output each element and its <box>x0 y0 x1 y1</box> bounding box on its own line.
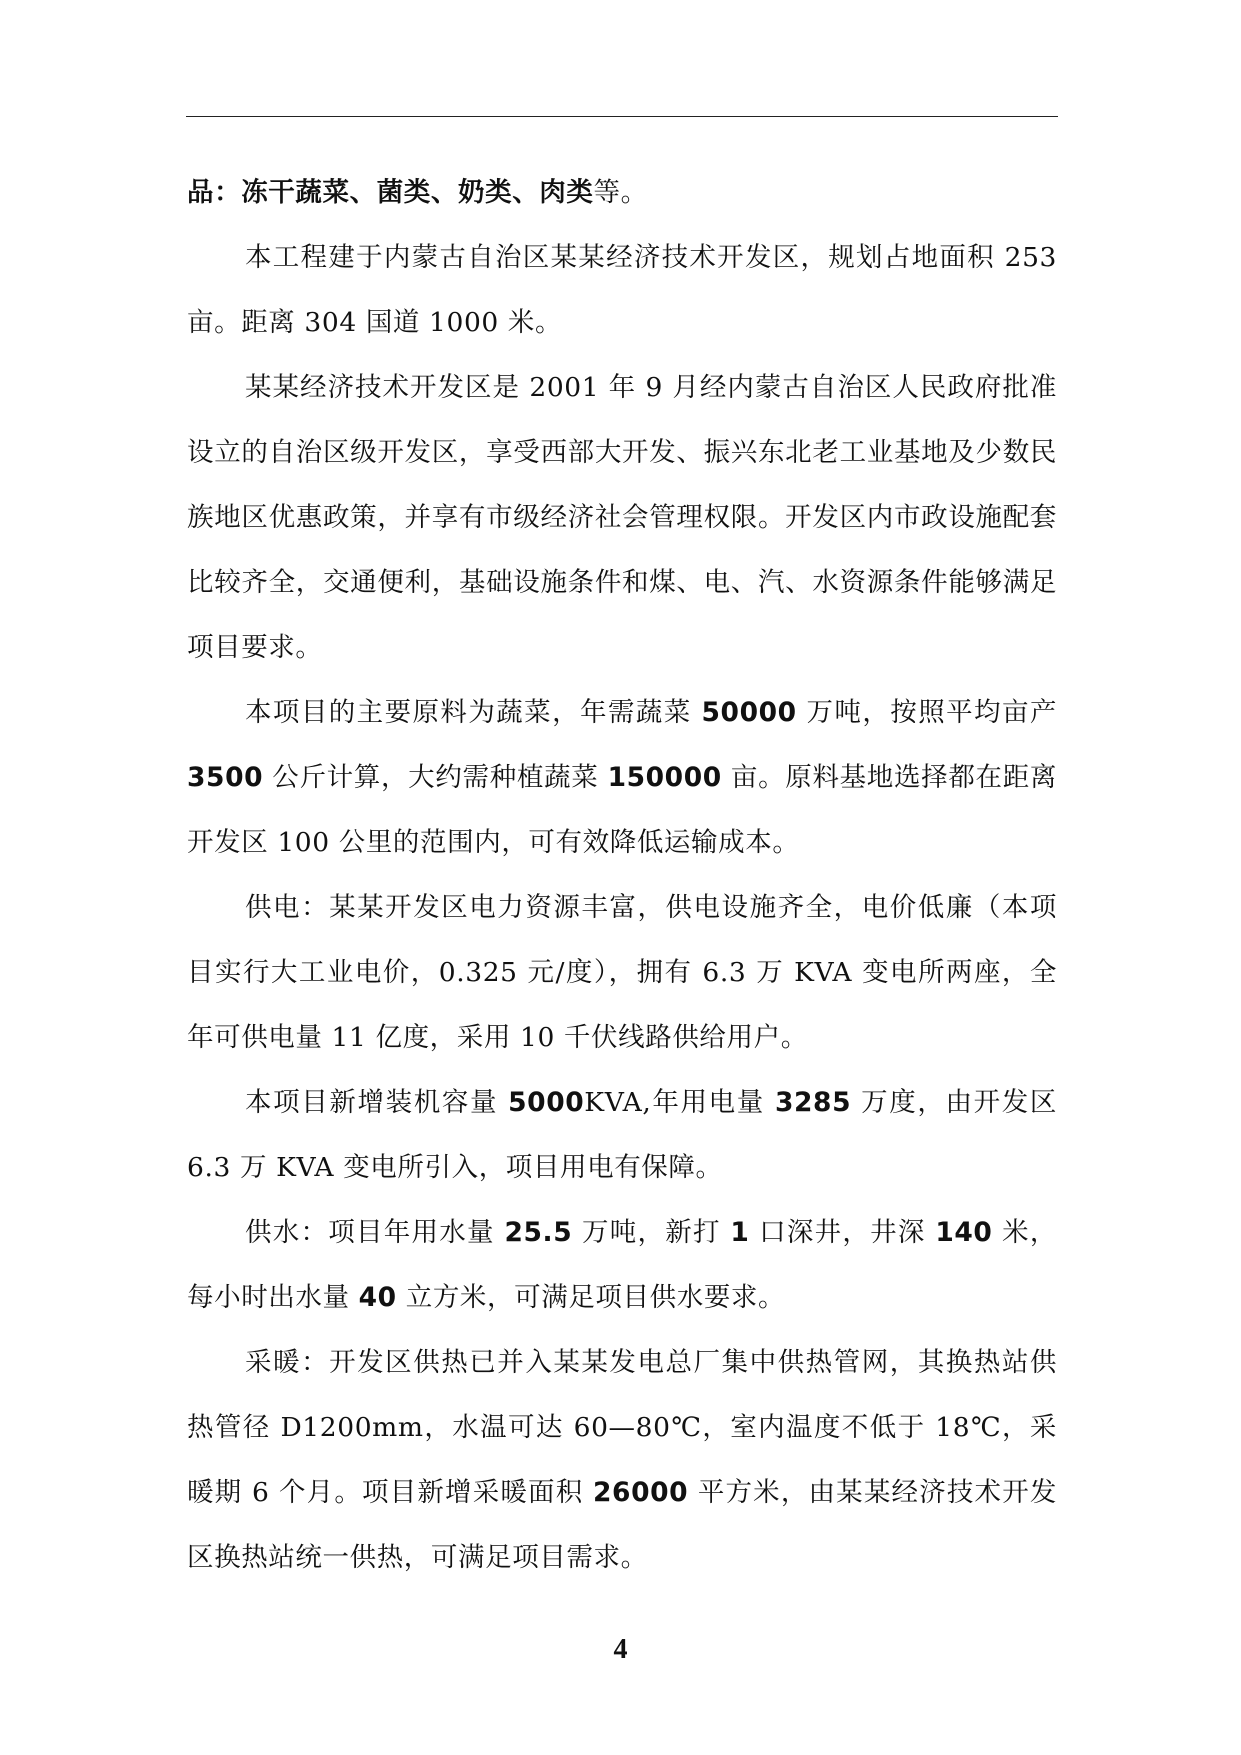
text-segment: 本工程建于内蒙古自治区某某经济技术开发区，规划占地面积 253 亩。距离 304 国道 1000 米。 <box>187 242 1057 338</box>
text-segment: 3285 <box>774 1087 852 1118</box>
document-body <box>187 160 1057 1590</box>
paragraph-power-supply <box>187 875 1057 1070</box>
text-segment: 平方米，由某某经济技术开发区换热站统一供热，可满足项目需求。 <box>187 1477 1057 1573</box>
text-segment: 等。 <box>593 177 648 208</box>
text-segment: 本项目新增装机容量 <box>245 1087 509 1118</box>
paragraph-development-zone <box>187 355 1057 680</box>
text-segment: 某某经济技术开发区是 2001 年 9 月经内蒙古自治区人民政府批准设立的自治区级开发区，享受西部大开发、振兴东北老工业基地及少数民族地区优惠政策，并享有市级经济社会管理权限。开发区内市政设施配套比较齐全，交通便利，基础设施条件和煤、电、汽、水资源条件能够满足项目要求。 <box>187 372 1057 663</box>
text-segment: 亩。原料基地选择都在距离开发区 100 公里的范围内，可有效降低运输成本。 <box>187 762 1058 858</box>
text-segment: 立方米，可满足项目供水要求。 <box>396 1282 786 1313</box>
text-segment: 公斤计算，大约需种植蔬菜 <box>263 762 608 793</box>
text-segment: 50000 <box>701 697 797 728</box>
text-segment: KVA,年用电量 <box>584 1087 775 1118</box>
header-rule <box>186 116 1058 117</box>
text-segment: 26000 <box>593 1477 689 1508</box>
text-segment: 品：冻干蔬菜、菌类、奶类、肉类 <box>187 177 594 208</box>
text-segment: 口深井，井深 <box>749 1217 936 1248</box>
text-segment: 采暖：开发区供热已并入某某发电总厂集中供热管网，其换热站供热管径 D1200mm，水温可达 60—80℃，室内温度不低于 18℃，采暖期 6 个月。项目新增采暖面积 <box>187 1347 1057 1508</box>
text-segment: 供水：项目年用水量 <box>245 1217 505 1248</box>
paragraph-installed-capacity <box>187 1070 1057 1200</box>
paragraph-project-location <box>187 225 1057 355</box>
text-segment: 万度，由开发区 6.3 万 KVA 变电所引入，项目用电有保障。 <box>187 1087 1057 1183</box>
text-segment: 140 <box>935 1217 993 1248</box>
paragraph-water-supply <box>187 1200 1057 1330</box>
text-segment: 米，每小时出水量 <box>187 1217 1057 1313</box>
text-segment: 25.5 <box>504 1217 573 1248</box>
text-segment: 40 <box>358 1282 397 1313</box>
text-segment: 万吨，按照平均亩产 <box>796 697 1057 728</box>
text-segment: 1 <box>730 1217 750 1248</box>
text-segment: 3500 <box>187 762 264 793</box>
text-segment: 5000 <box>508 1087 585 1118</box>
page-number: 4 <box>613 1634 628 1665</box>
text-segment: 本项目的主要原料为蔬菜，年需蔬菜 <box>245 697 702 728</box>
text-segment: 150000 <box>607 762 722 793</box>
text-segment: 万吨，新打 <box>572 1217 731 1248</box>
paragraph-raw-materials <box>187 680 1057 875</box>
paragraph-continuation <box>187 160 1057 225</box>
paragraph-heating <box>187 1330 1057 1590</box>
text-segment: 供电：某某开发区电力资源丰富，供电设施齐全，电价低廉（本项目实行大工业电价，0.325 元/度），拥有 6.3 万 KVA 变电所两座，全年可供电量 11 亿度，采用 10 千伏线路供给用户。 <box>187 892 1057 1053</box>
